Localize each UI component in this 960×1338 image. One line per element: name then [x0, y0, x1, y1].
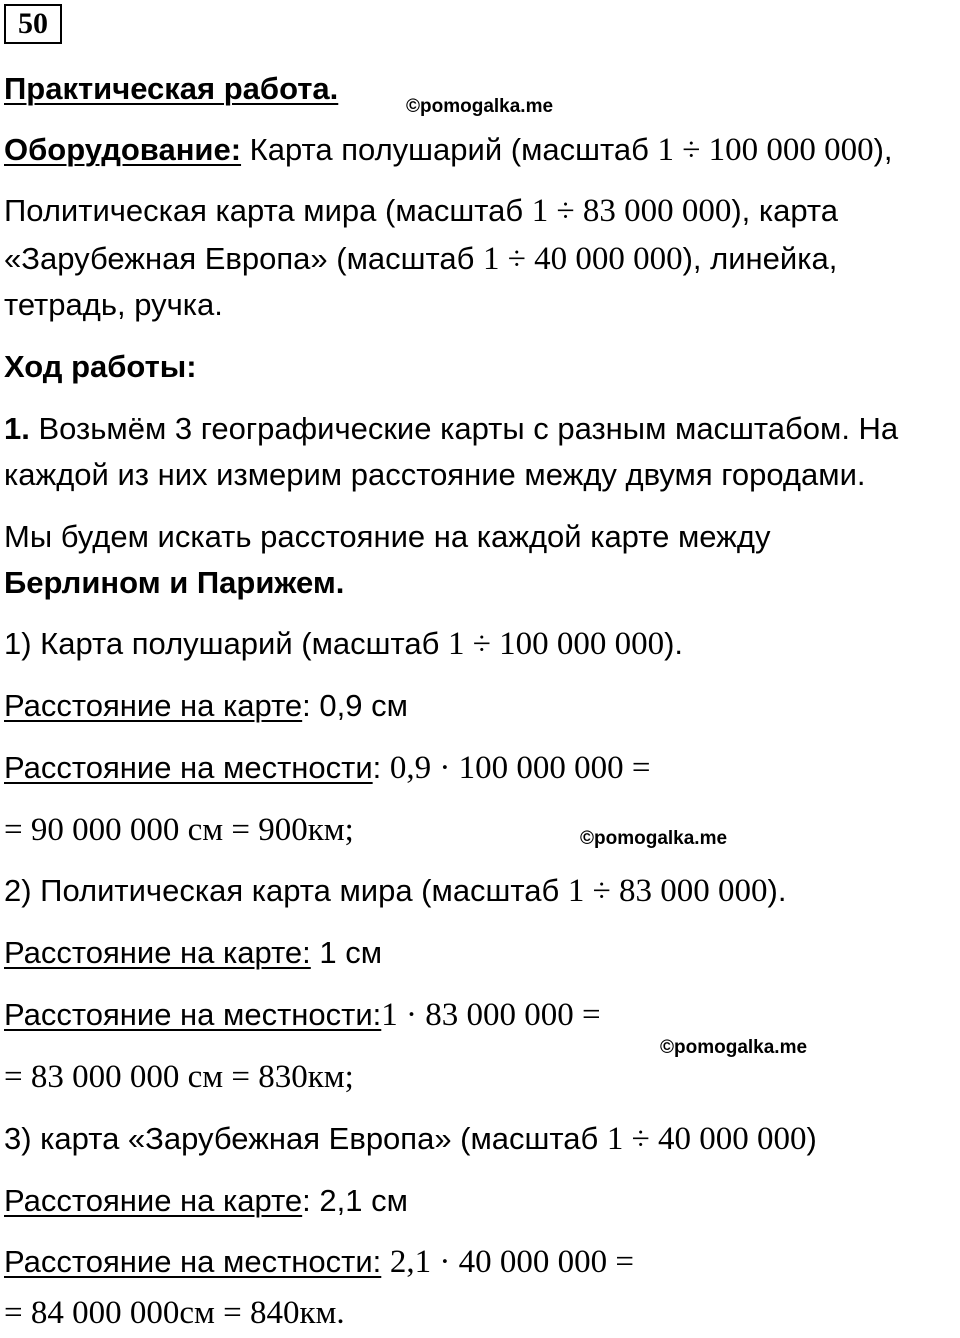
step-number: 1.	[4, 411, 30, 446]
equipment-text: ), карта	[731, 193, 839, 228]
map-header-text: 1) Карта полушарий (масштаб	[4, 626, 448, 661]
search-line-1: Мы будем искать расстояние на каждой карте между	[4, 519, 771, 554]
map-3-distance	[4, 1182, 408, 1220]
scale-formula: 1 ÷ 40 000 000	[606, 1121, 807, 1157]
step-1-line-1	[4, 410, 898, 448]
map-1-header	[4, 625, 683, 663]
map-2-distance	[4, 934, 382, 972]
equipment-text: Карта полушарий (масштаб	[241, 132, 658, 167]
scale-formula: 1 ÷ 83 000 000	[567, 873, 768, 909]
separator	[381, 1244, 390, 1279]
task-number: 50	[4, 4, 62, 44]
ground-distance-label: Расстояние на местности:	[4, 997, 382, 1032]
equipment-label: Оборудование:	[4, 132, 242, 167]
equipment-line-3	[4, 240, 837, 278]
equipment-line-2	[4, 192, 838, 230]
map-3-result: = 84 000 000см = 840км.	[4, 1295, 345, 1331]
map-distance-value: : 2,1 см	[302, 1183, 408, 1218]
map-3-header	[4, 1120, 817, 1158]
map-distance-label: Расстояние на карте:	[4, 935, 311, 970]
map-header-text: 3) карта «Зарубежная Европа» (масштаб	[4, 1121, 607, 1156]
ground-distance-label: Расстояние на местности	[4, 750, 373, 785]
map-header-text: ).	[767, 873, 787, 908]
equipment-text: «Зарубежная Европа» (масштаб	[4, 241, 483, 276]
scale-formula: 1 ÷ 83 000 000	[531, 193, 732, 229]
map-distance-value: 1 см	[310, 935, 383, 970]
progress-heading: Ход работы:	[4, 349, 197, 384]
step-text: Возьмём 3 географические карты с разным масштабом. На	[29, 411, 899, 446]
map-header-text: ).	[664, 626, 684, 661]
page-title: Практическая работа.	[4, 71, 339, 106]
map-2-ground	[4, 996, 601, 1034]
watermark: ©pomogalka.me	[406, 96, 554, 117]
search-line-2: Берлином и Парижем.	[4, 565, 345, 600]
scale-formula: 1 ÷ 40 000 000	[482, 241, 683, 277]
map-header-text: 2) Политическая карта мира (масштаб	[4, 873, 568, 908]
watermark: ©pomogalka.me	[580, 828, 728, 849]
scale-formula: 1 ÷ 100 000 000	[657, 132, 874, 168]
map-1-result: = 90 000 000 см = 900км;	[4, 812, 354, 848]
map-2-result: = 83 000 000 см = 830км;	[4, 1059, 354, 1095]
map-1-ground	[4, 749, 651, 787]
watermark: ©pomogalka.me	[660, 1037, 808, 1058]
map-header-text: )	[806, 1121, 817, 1156]
ground-formula: 0,9 · 100 000 000 =	[389, 750, 651, 786]
map-1-distance	[4, 687, 408, 725]
ground-formula: 2,1 · 40 000 000 =	[389, 1244, 635, 1280]
equipment-text: Политическая карта мира (масштаб	[4, 193, 532, 228]
map-distance-label: Расстояние на карте	[4, 688, 303, 723]
equipment-line-4: тетрадь, ручка.	[4, 287, 223, 322]
step-1-line-2: каждой из них измерим расстояние между двумя городами.	[4, 457, 866, 492]
map-distance-value: : 0,9 см	[302, 688, 408, 723]
equipment-text: ), линейка,	[682, 241, 838, 276]
ground-distance-label: Расстояние на местности:	[4, 1244, 382, 1279]
ground-formula: 1 · 83 000 000 =	[381, 997, 601, 1033]
equipment-line-1	[4, 131, 893, 169]
map-distance-label: Расстояние на карте	[4, 1183, 303, 1218]
equipment-text: ),	[873, 132, 893, 167]
separator: :	[372, 750, 390, 785]
map-2-header	[4, 872, 786, 910]
map-3-ground	[4, 1243, 634, 1281]
scale-formula: 1 ÷ 100 000 000	[447, 626, 665, 662]
